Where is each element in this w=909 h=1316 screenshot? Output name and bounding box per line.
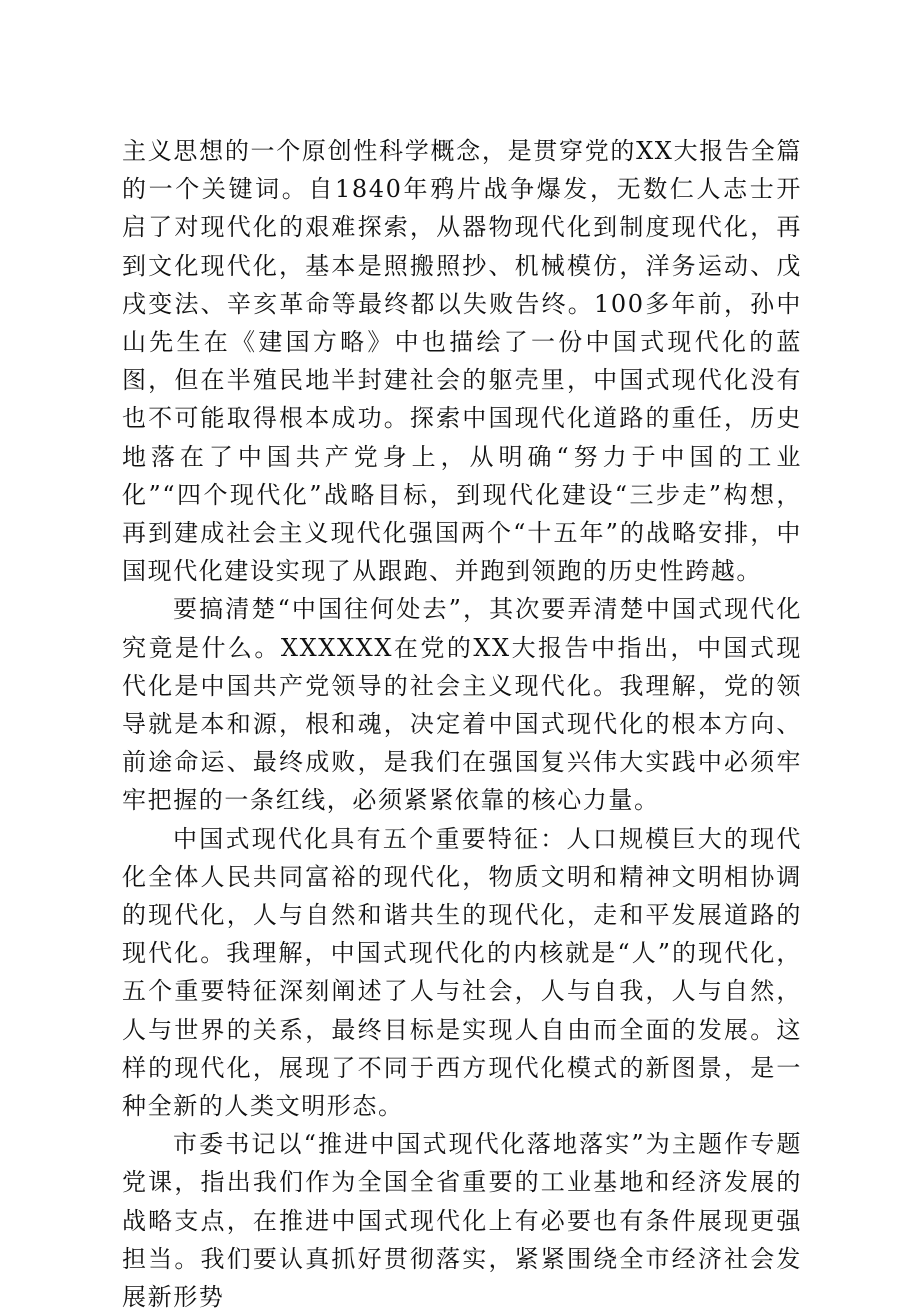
document-body [122,132,802,1316]
paragraph-4: 市委书记以“推进中国式现代化落地落实”为主题作专题党课，指出我们作为全国全省重要的工业基地和经济发展的战略支点，在推进中国式现代化上有必要也有条件展现更强担当。我们要认真抓好贯彻落实，紧紧围绕全市经济社会发展新形势 [122,1130,802,1312]
paragraph-2: 要搞清楚“中国往何处去”，其次要弄清楚中国式现代化究竟是什么。XXXXXX在党的XX大报告中指出，中国式现代化是中国共产党领导的社会主义现代化。我理解，党的领导就是本和源，根和魂，决定着中国式现代化的根本方向、前途命运、最终成败，是我们在强国复兴伟大实践中必须牢牢把握的一条红线，必须紧紧依靠的核心力量。 [122,595,802,815]
paragraph-1: 主义思想的一个原创性科学概念，是贯穿党的XX大报告全篇的一个关键词。自1840年鸦片战争爆发，无数仁人志士开启了对现代化的艰难探索，从器物现代化到制度现代化，再到文化现代化，基本是照搬照抄、机械模仿，洋务运动、戊戌变法、辛亥革命等最终都以失败告终。100多年前，孙中山先生在《建国方略》中也描绘了一份中国式现代化的蓝图，但在半殖民地半封建社会的躯壳里，中国式现代化没有也不可能取得根本成功。探索中国现代化道路的重任，历史地落在了中国共产党身上，从明确“努力于中国的工业化”“四个现代化”战略目标，到现代化建设“三步走”构想，再到建成社会主义现代化强国两个“十五年”的战略安排，中国现代化建设实现了从跟跑、并跑到领跑的历史性跨越。 [122,137,802,586]
paragraph-3: 中国式现代化具有五个重要特征：人口规模巨大的现代化全体人民共同富裕的现代化，物质文明和精神文明相协调的现代化，人与自然和谐共生的现代化，走和平发展道路的现代化。我理解，中国式现代化的内核就是“人”的现代化，五个重要特征深刻阐述了人与社会，人与自我，人与自然，人与世界的关系，最终目标是实现人自由而全面的发展。这样的现代化，展现了不同于西方现代化模式的新图景，是一种全新的人类文明形态。 [122,824,802,1121]
